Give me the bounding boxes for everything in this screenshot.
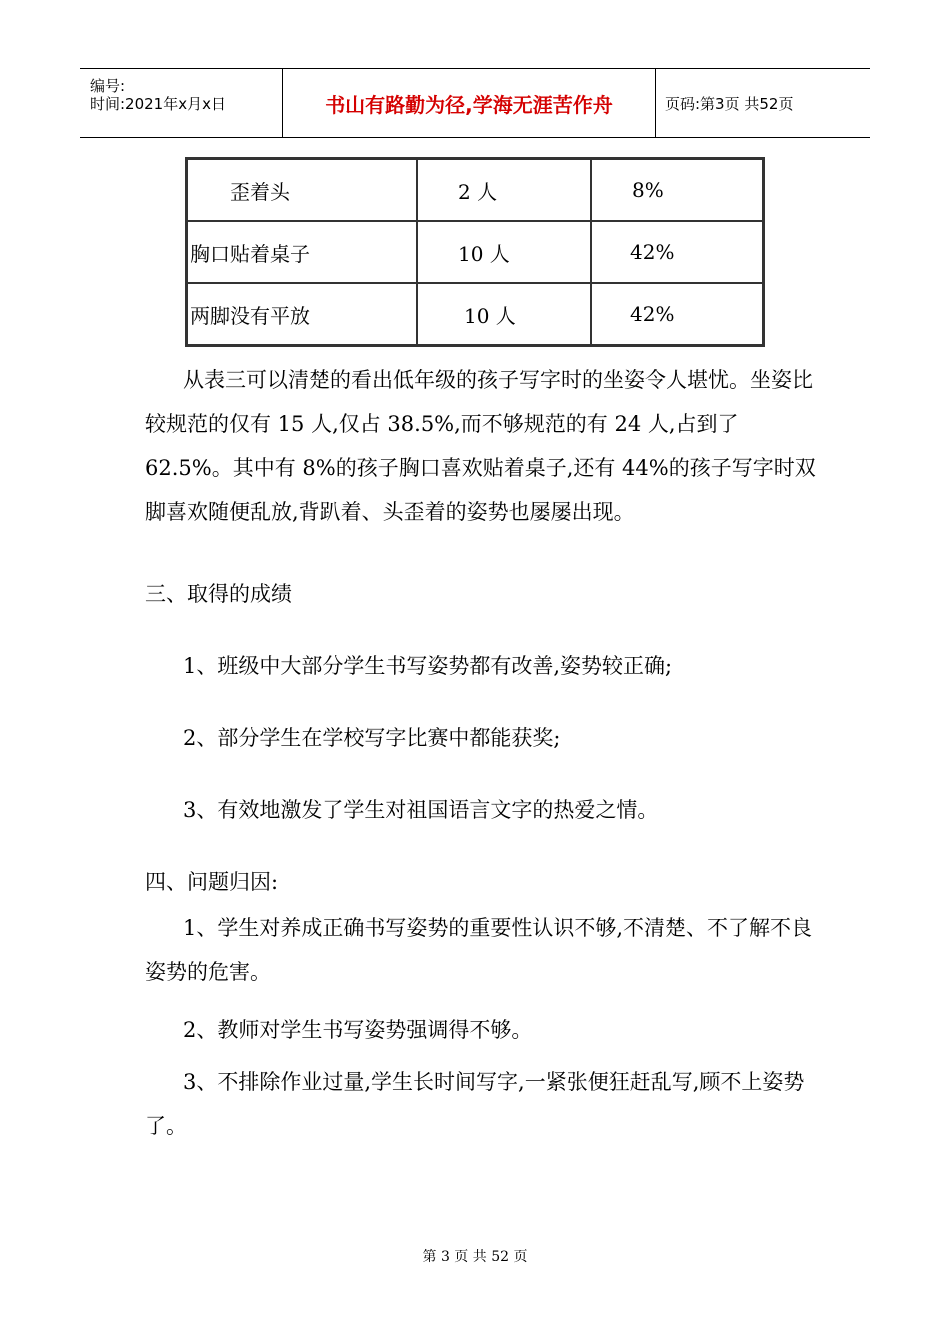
header-meta (80, 69, 282, 137)
section3-title: 三、取得的成绩 (145, 582, 292, 606)
row-percent: 42% (591, 221, 764, 283)
section4-item: 2、教师对学生书写姿势强调得不够。 (183, 1018, 533, 1042)
section4-title: 四、问题归因: (145, 870, 279, 894)
header-slogan: 书山有路勤为径,学海无涯苦作舟 (282, 69, 656, 137)
row-label: 两脚没有平放 (187, 283, 418, 346)
table-row (187, 283, 764, 346)
section3-item: 1、班级中大部分学生书写姿势都有改善,姿势较正确; (183, 654, 673, 678)
posture-table (185, 157, 765, 347)
row-percent: 8% (591, 159, 764, 222)
section4-item: 1、学生对养成正确书写姿势的重要性认识不够,不清楚、不了解不良姿势的危害。 (145, 916, 813, 984)
row-count: 2 人 (417, 159, 591, 222)
doc-date: 时间:2021年x月x日 (90, 95, 226, 113)
row-label: 歪着头 (187, 159, 418, 222)
row-count: 10 人 (417, 283, 591, 346)
doc-code-label: 编号: (90, 77, 126, 95)
row-count: 10 人 (417, 221, 591, 283)
section3-item: 2、部分学生在学校写字比赛中都能获奖; (183, 726, 561, 750)
page-footer: 第 3 页 共 52 页 (422, 1249, 528, 1265)
analysis-paragraph: 从表三可以清楚的看出低年级的孩子写字时的坐姿令人堪忧。坐姿比较规范的仅有 15 人,仅占 38.5%,而不够规范的有 24 人,占到了 62.5%。其中有 8%的孩子胸口喜欢贴着桌子,还有 44%的孩子写字时双脚喜欢随便乱放,背趴着、头歪着的姿势也屡屡出现。 (145, 368, 816, 524)
header-page-info: 页码:第3页 共52页 (665, 94, 794, 113)
page-header (80, 68, 870, 138)
row-percent: 42% (591, 283, 764, 346)
table-row (187, 221, 764, 283)
section3-item: 3、有效地激发了学生对祖国语言文字的热爱之情。 (183, 798, 659, 822)
row-label: 胸口贴着桌子 (187, 221, 418, 283)
section4-item: 3、不排除作业过量,学生长时间写字,一紧张便狂赶乱写,顾不上姿势了。 (145, 1070, 805, 1138)
table-row (187, 159, 764, 222)
